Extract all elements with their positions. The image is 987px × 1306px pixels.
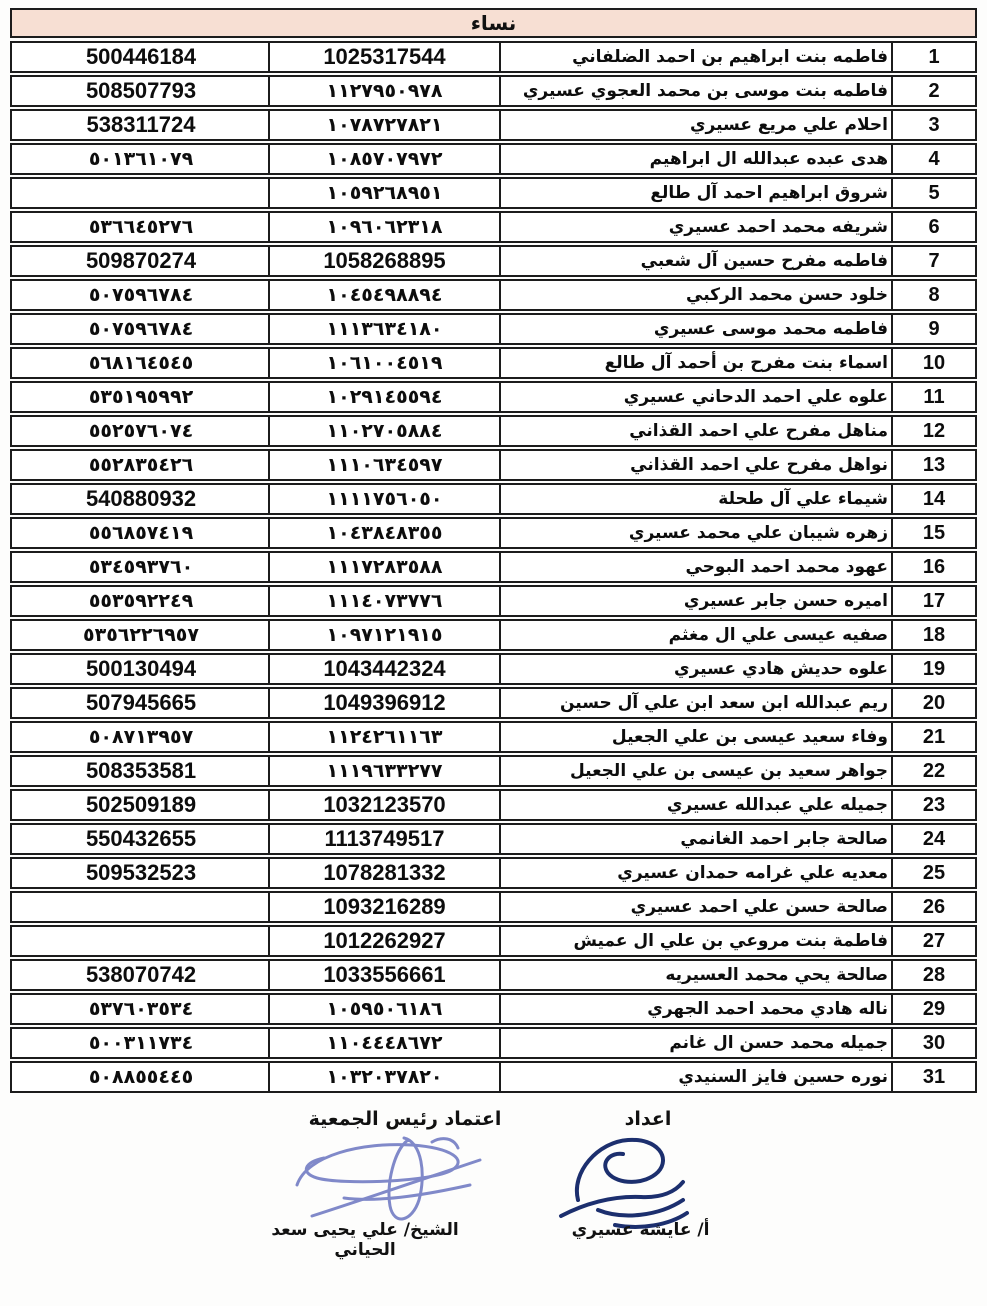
national-id-cell: ١١٢٤٢٦١١٦٣ xyxy=(268,723,499,751)
person-name-cell: صالحة يحي محمد العسيريه xyxy=(499,961,891,989)
row-number-cell: 17 xyxy=(891,587,975,615)
row-number-cell: 3 xyxy=(891,111,975,139)
national-id-cell: ١٠٢٩١٤٥٥٩٤ xyxy=(268,383,499,411)
phone-number-cell: ٥٣٧٦٠٣٥٣٤ xyxy=(88,998,194,1020)
national-id-cell: ١١٢٧٩٥٠٩٧٨ xyxy=(268,77,499,105)
table-row xyxy=(10,415,977,447)
national-id-cell: 1033556661 xyxy=(268,961,499,989)
table-row xyxy=(10,585,977,617)
row-number-cell: 6 xyxy=(891,213,975,241)
phone-number-cell: 538070742 xyxy=(85,962,197,987)
phone-number-cell xyxy=(14,179,268,207)
phone-number-cell: 509870274 xyxy=(85,248,197,273)
person-name-cell: معديه علي غرامه حمدان عسيري xyxy=(499,859,891,887)
row-number-cell: 4 xyxy=(891,145,975,173)
table-row xyxy=(10,755,977,787)
table-row xyxy=(10,857,977,889)
person-name-cell: زهره شيبان علي محمد عسيري xyxy=(499,519,891,547)
row-number-cell: 1 xyxy=(891,43,975,71)
row-number-cell: 24 xyxy=(891,825,975,853)
person-name-cell: اميره حسن جابر عسيري xyxy=(499,587,891,615)
national-id-cell: ١٠٥٩٥٠٦١٨٦ xyxy=(268,995,499,1023)
row-number-cell: 25 xyxy=(891,859,975,887)
phone-number-cell: ٥٦٨١٦٤٥٤٥ xyxy=(88,352,194,374)
table-row xyxy=(10,925,977,957)
row-number-cell: 31 xyxy=(891,1063,975,1091)
person-name-cell: شريفه محمد احمد عسيري xyxy=(499,213,891,241)
person-name-cell: اسماء بنت مفرح بن أحمد آل طالع xyxy=(499,349,891,377)
national-id-cell: 1012262927 xyxy=(268,927,499,955)
row-number-cell: 23 xyxy=(891,791,975,819)
phone-number-cell: ٥٥٦٨٥٧٤١٩ xyxy=(88,522,194,544)
national-id-cell: ١٠٩٦٠٦٢٣١٨ xyxy=(268,213,499,241)
national-id-cell: ١١٠٤٤٤٨٦٧٢ xyxy=(268,1029,499,1057)
national-id-cell: ١٠٨٥٧٠٧٩٧٢ xyxy=(268,145,499,173)
table-row xyxy=(10,993,977,1025)
table-row xyxy=(10,619,977,651)
national-id-cell: ١١١٤٠٧٣٧٧٦ xyxy=(268,587,499,615)
table-row xyxy=(10,959,977,991)
phone-number-cell: 538311724 xyxy=(86,112,196,137)
phone-number-cell: 540880932 xyxy=(85,486,197,511)
person-name-cell: شيماء علي آل طحلة xyxy=(499,485,891,513)
table-row xyxy=(10,381,977,413)
row-number-cell: 28 xyxy=(891,961,975,989)
phone-number-cell: ٥٥٢٨٣٥٤٢٦ xyxy=(88,454,194,476)
table-row xyxy=(10,891,977,923)
person-name-cell: ناله هادي محمد احمد الجهري xyxy=(499,995,891,1023)
phone-number-cell: ٥٠٧٥٩٦٧٨٤ xyxy=(88,284,194,306)
phone-number-cell: ٥٥٣٥٩٢٢٤٩ xyxy=(88,590,194,612)
person-name-cell: ريم عبدالله ابن سعد ابن علي آل حسين xyxy=(499,689,891,717)
row-number-cell: 8 xyxy=(891,281,975,309)
row-number-cell: 10 xyxy=(891,349,975,377)
prepared-section-label: اعداد xyxy=(624,1108,672,1130)
row-number-cell: 20 xyxy=(891,689,975,717)
person-name-cell: خلود حسن محمد الركبي xyxy=(499,281,891,309)
phone-number-cell: ٥٠٨٨٥٥٤٤٥ xyxy=(88,1066,194,1088)
national-id-cell: ١١١١٧٥٦٠٥٠ xyxy=(268,485,499,513)
phone-number-cell: 500446184 xyxy=(85,44,197,69)
prepared-signature-image xyxy=(553,1130,703,1230)
phone-number-cell: 550432655 xyxy=(85,826,197,851)
table-row xyxy=(10,245,977,277)
phone-number-cell: ٥٥٢٥٧٦٠٧٤ xyxy=(88,420,194,442)
national-id-cell: 1043442324 xyxy=(268,655,499,683)
table-row xyxy=(10,449,977,481)
row-number-cell: 11 xyxy=(891,383,975,411)
person-name-cell: نوره حسين فايز السنيدي xyxy=(499,1063,891,1091)
approval-signatory-name: الشيخ/ علي يحيى سعد الحياني xyxy=(271,1220,459,1260)
phone-number-cell: ٥٣٤٥٩٣٧٦٠ xyxy=(88,556,194,578)
national-id-cell: ١٠٤٥٤٩٨٨٩٤ xyxy=(268,281,499,309)
person-name-cell: فاطمه محمد موسى عسيري xyxy=(499,315,891,343)
phone-number-cell: 500130494 xyxy=(85,656,197,681)
table-row xyxy=(10,347,977,379)
row-number-cell: 29 xyxy=(891,995,975,1023)
row-number-cell: 5 xyxy=(891,179,975,207)
person-name-cell: وفاء سعيد عيسى بن علي الجعيل xyxy=(499,723,891,751)
row-number-cell: 15 xyxy=(891,519,975,547)
table-row xyxy=(10,41,977,73)
row-number-cell: 16 xyxy=(891,553,975,581)
row-number-cell: 9 xyxy=(891,315,975,343)
person-name-cell: فاطمه بنت موسى بن محمد العجوي عسيري xyxy=(499,77,891,105)
national-id-cell: 1078281332 xyxy=(268,859,499,887)
phone-number-cell: 509532523 xyxy=(85,860,197,885)
person-name-cell: احلام علي مريع عسيري xyxy=(499,111,891,139)
table-title: نساء xyxy=(10,8,977,38)
national-id-cell: ١٠٣٢٠٣٧٨٢٠ xyxy=(268,1063,499,1091)
national-id-cell: ١٠٦١٠٠٤٥١٩ xyxy=(268,349,499,377)
national-id-cell: ١١١٣٦٣٤١٨٠ xyxy=(268,315,499,343)
person-name-cell: صالحة حسن علي احمد عسيري xyxy=(499,893,891,921)
phone-number-cell: 507945665 xyxy=(85,690,197,715)
table-body xyxy=(10,41,977,1093)
table-row xyxy=(10,313,977,345)
women-list-table xyxy=(10,8,977,1095)
national-id-cell: ١١٠٢٧٠٥٨٨٤ xyxy=(268,417,499,445)
phone-number-cell: ٥٣٥٦٢٢٦٩٥٧ xyxy=(83,624,199,646)
phone-number-cell: ٥٣٥١٩٥٩٩٢ xyxy=(88,386,194,408)
phone-number-cell: 502509189 xyxy=(85,792,197,817)
national-id-cell: ١٠٤٣٨٤٨٣٥٥ xyxy=(268,519,499,547)
phone-number-cell xyxy=(14,893,268,921)
table-row xyxy=(10,721,977,753)
row-number-cell: 12 xyxy=(891,417,975,445)
national-id-cell: ١١١٧٢٨٣٥٨٨ xyxy=(268,553,499,581)
national-id-cell: 1032123570 xyxy=(268,791,499,819)
table-row xyxy=(10,551,977,583)
person-name-cell: نواهل مفرح علي احمد القذاني xyxy=(499,451,891,479)
table-row xyxy=(10,143,977,175)
phone-number-cell: 508353581 xyxy=(85,758,197,783)
national-id-cell: 1049396912 xyxy=(268,689,499,717)
table-row xyxy=(10,279,977,311)
row-number-cell: 27 xyxy=(891,927,975,955)
row-number-cell: 26 xyxy=(891,893,975,921)
table-row xyxy=(10,653,977,685)
national-id-cell: ١١١٠٦٣٤٥٩٧ xyxy=(268,451,499,479)
prepared-signatory-name: أ/ عايشه عسيري xyxy=(571,1220,710,1240)
phone-number-cell: ٥٠٧٥٩٦٧٨٤ xyxy=(88,318,194,340)
person-name-cell: مناهل مفرح علي احمد القذاني xyxy=(499,417,891,445)
table-row xyxy=(10,75,977,107)
row-number-cell: 13 xyxy=(891,451,975,479)
table-row xyxy=(10,1027,977,1059)
table-row xyxy=(10,483,977,515)
national-id-cell: ١٠٩٧١٢١٩١٥ xyxy=(268,621,499,649)
row-number-cell: 14 xyxy=(891,485,975,513)
phone-number-cell: ٥٠١٣٦١٠٧٩ xyxy=(88,148,194,170)
national-id-cell: ١٠٥٩٢٦٨٩٥١ xyxy=(268,179,499,207)
phone-number-cell: ٥٣٦٦٤٥٢٧٦ xyxy=(88,216,194,238)
table-row xyxy=(10,823,977,855)
row-number-cell: 30 xyxy=(891,1029,975,1057)
person-name-cell: علوه حديش هادي عسيري xyxy=(499,655,891,683)
national-id-cell: 1113749517 xyxy=(268,825,499,853)
person-name-cell: صفيه عيسى علي ال مغثم xyxy=(499,621,891,649)
person-name-cell: صالحة جابر احمد الغانمي xyxy=(499,825,891,853)
phone-number-cell: ٥٠٨٧١٣٩٥٧ xyxy=(88,726,194,748)
table-row xyxy=(10,1061,977,1093)
person-name-cell: جميله محمد حسن ال غانم xyxy=(499,1029,891,1057)
table-row xyxy=(10,211,977,243)
person-name-cell: فاطمة بنت مروعي بن علي ال عميش xyxy=(499,927,891,955)
table-row xyxy=(10,517,977,549)
person-name-cell: عهود محمد احمد البوحي xyxy=(499,553,891,581)
national-id-cell: 1025317544 xyxy=(268,43,499,71)
table-row xyxy=(10,687,977,719)
table-row xyxy=(10,109,977,141)
row-number-cell: 2 xyxy=(891,77,975,105)
person-name-cell: جواهر سعيد بن عيسى بن علي الجعيل xyxy=(499,757,891,785)
table-row xyxy=(10,177,977,209)
table-row xyxy=(10,789,977,821)
national-id-cell: ١١١٩٦٣٣٢٧٧ xyxy=(268,757,499,785)
person-name-cell: جميله علي عبدالله عسيري xyxy=(499,791,891,819)
national-id-cell: ١٠٧٨٧٢٧٨٢١ xyxy=(268,111,499,139)
person-name-cell: فاطمه بنت ابراهيم بن احمد الضلفاني xyxy=(499,43,891,71)
national-id-cell: 1058268895 xyxy=(268,247,499,275)
row-number-cell: 19 xyxy=(891,655,975,683)
person-name-cell: فاطمه مفرح حسين آل شعبي xyxy=(499,247,891,275)
person-name-cell: هدى عبده عبدالله ال ابراهيم xyxy=(499,145,891,173)
row-number-cell: 22 xyxy=(891,757,975,785)
row-number-cell: 7 xyxy=(891,247,975,275)
row-number-cell: 21 xyxy=(891,723,975,751)
approval-section-label: اعتماد رئيس الجمعية xyxy=(308,1108,502,1130)
person-name-cell: علوه علي احمد الدحاني عسيري xyxy=(499,383,891,411)
phone-number-cell: ٥٠٠٣١١٧٣٤ xyxy=(88,1032,194,1054)
national-id-cell: 1093216289 xyxy=(268,893,499,921)
row-number-cell: 18 xyxy=(891,621,975,649)
person-name-cell: شروق ابراهيم احمد آل طالع xyxy=(499,179,891,207)
phone-number-cell xyxy=(14,927,268,955)
phone-number-cell: 508507793 xyxy=(85,78,197,103)
